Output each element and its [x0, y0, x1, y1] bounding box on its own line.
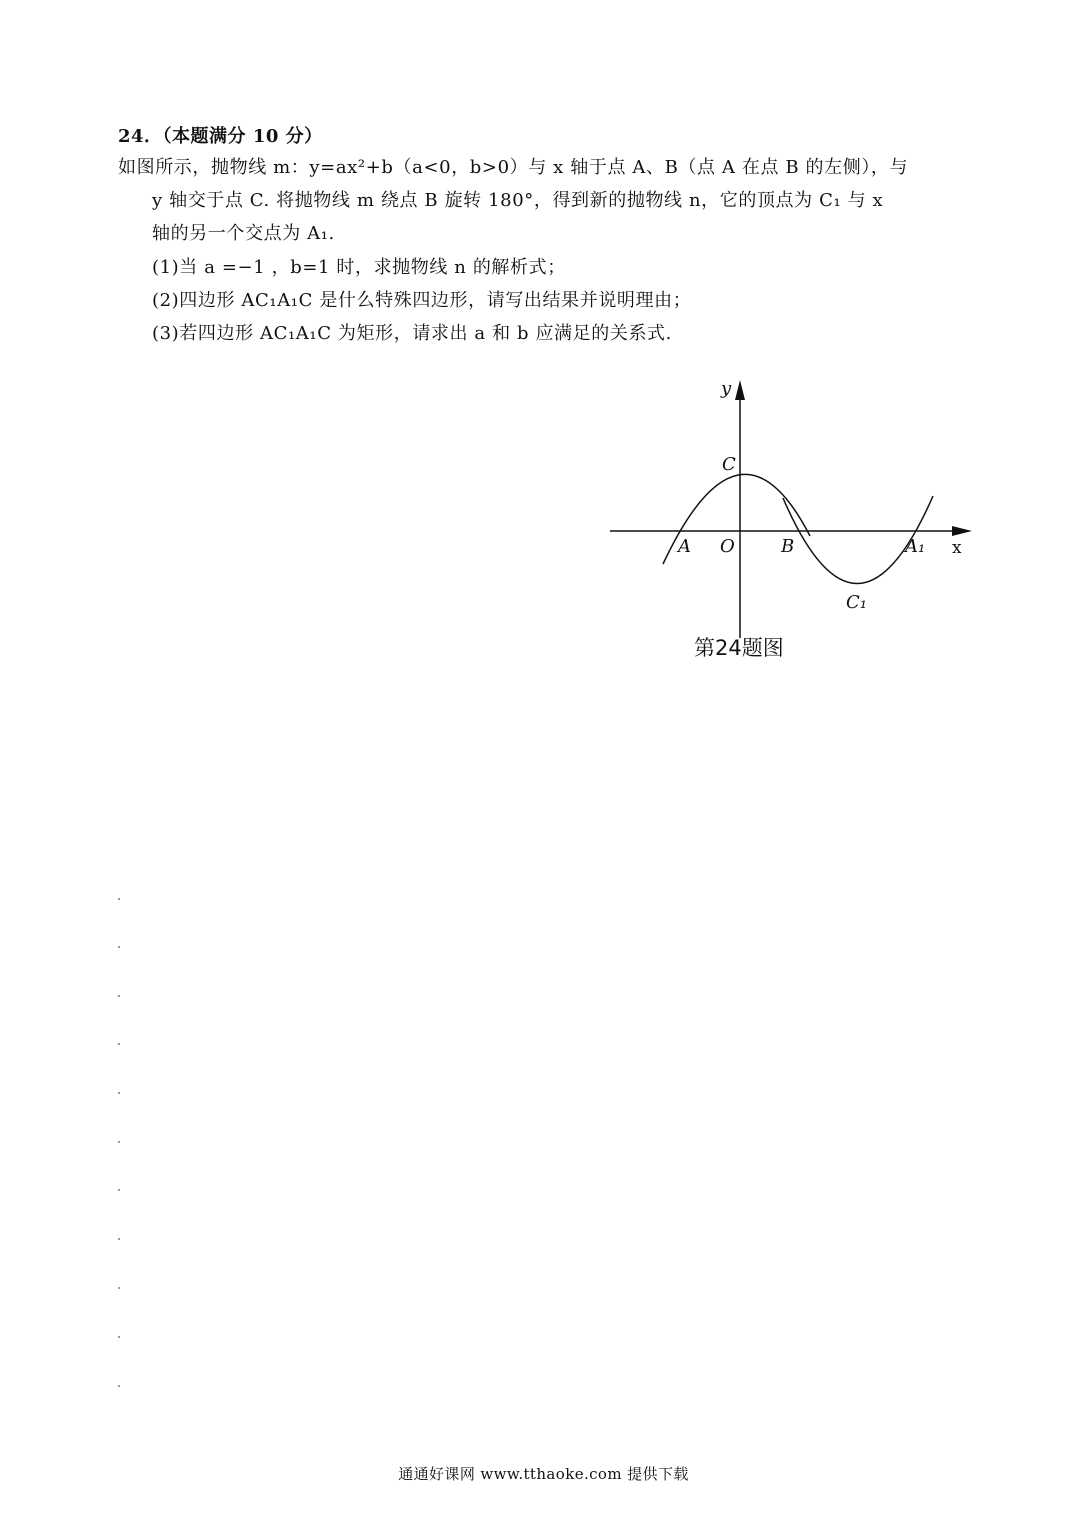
- origin-label: O: [720, 536, 735, 557]
- margin-dot: [118, 1238, 120, 1240]
- margin-dot: [118, 1336, 120, 1338]
- margin-dot: [118, 1287, 120, 1289]
- question-heading: 24．（本题满分 10 分）: [118, 126, 323, 147]
- y-axis-arrow: [735, 380, 745, 400]
- question-line-2: y 轴交于点 C. 将抛物线 m 绕点 B 旋转 180°，得到新的抛物线 n，它的顶点为 C₁ 与 x: [152, 190, 884, 211]
- question-line-1: 如图所示，抛物线 m：y=ax²+b（a<0，b>0）与 x 轴于点 A、B（点 A 在点 B 的左侧），与: [118, 157, 909, 178]
- margin-dot: [118, 1043, 120, 1045]
- page-footer: 通通好课网 www.tthaoke.com 提供下载: [398, 1465, 689, 1483]
- x-axis-label: x: [952, 538, 962, 558]
- margin-dot: [118, 1092, 120, 1094]
- point-a-label: A: [678, 536, 691, 557]
- point-c-label: C: [722, 454, 736, 475]
- margin-dot: [118, 1141, 120, 1143]
- margin-dot: [118, 1189, 120, 1191]
- margin-dot: [118, 995, 120, 997]
- question-part-2: (2)四边形 AC₁A₁C 是什么特殊四边形，请写出结果并说明理由；: [152, 290, 692, 311]
- figure-caption: 第24题图: [694, 636, 784, 660]
- parabola-diagram: [600, 370, 990, 670]
- point-c1-label: C₁: [846, 592, 867, 613]
- margin-dot: [118, 1385, 120, 1387]
- x-axis-arrow: [952, 526, 972, 536]
- question-line-3: 轴的另一个交点为 A₁.: [152, 223, 335, 244]
- margin-dot: [118, 946, 120, 948]
- point-a1-label: A₁: [905, 536, 926, 557]
- question-part-1: (1)当 a =−1 ，b=1 时，求抛物线 n 的解析式；: [152, 257, 566, 278]
- point-b-label: B: [781, 536, 795, 557]
- margin-dot: [118, 898, 120, 900]
- parabola-figure: [600, 370, 990, 670]
- y-axis-label: y: [721, 378, 732, 399]
- question-part-3: (3)若四边形 AC₁A₁C 为矩形，请求出 a 和 b 应满足的关系式.: [152, 323, 672, 344]
